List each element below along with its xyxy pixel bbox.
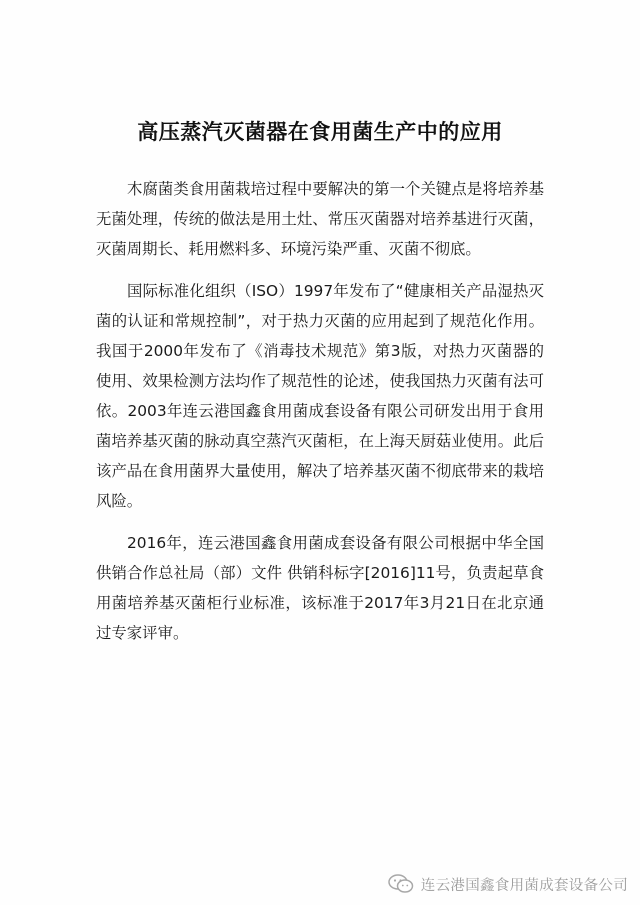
watermark bbox=[387, 873, 628, 895]
paragraph-history: 国际标准化组织（ISO）1997年发布了“健康相关产品湿热灭菌的认证和常规控制”，对于热力灭菌的应用起到了规范化作用。我国于2000年发布了《消毒技术规范》第3版，对热力灭菌器的使用、效果检测方法均作了规范性的论述，使我国热力灭菌有法可依。2003年连云港国鑫食用菌成套设备有限公司研发出用于食用菌培养基灭菌的脉动真空蒸汽灭菌柜，在上海天厨菇业使用。此后该产品在食用菌界大量使用，解决了培养基灭菌不彻底带来的栽培风险。 bbox=[96, 282, 544, 510]
document-body bbox=[96, 174, 544, 660]
watermark-text: 连云港国鑫食用菌成套设备公司 bbox=[420, 877, 628, 894]
paragraph-intro: 木腐菌类食用菌栽培过程中要解决的第一个关键点是将培养基无菌处理，传统的做法是用土灶、常压灭菌器对培养基进行灭菌，灭菌周期长、耗用燃料多、环境污染严重、灭菌不彻底。 bbox=[96, 180, 544, 258]
paragraph-standard: 2016年，连云港国鑫食用菌成套设备有限公司根据中华全国供销合作总社局（部）文件 供销科标字[2016]11号，负责起草食用菌培养基灭菌柜行业标准，该标准于2017年3月21日在北京通过专家评审。 bbox=[96, 534, 544, 642]
wechat-icon bbox=[387, 873, 415, 895]
document-title: 高压蒸汽灭菌器在食用菌生产中的应用 bbox=[137, 120, 503, 144]
